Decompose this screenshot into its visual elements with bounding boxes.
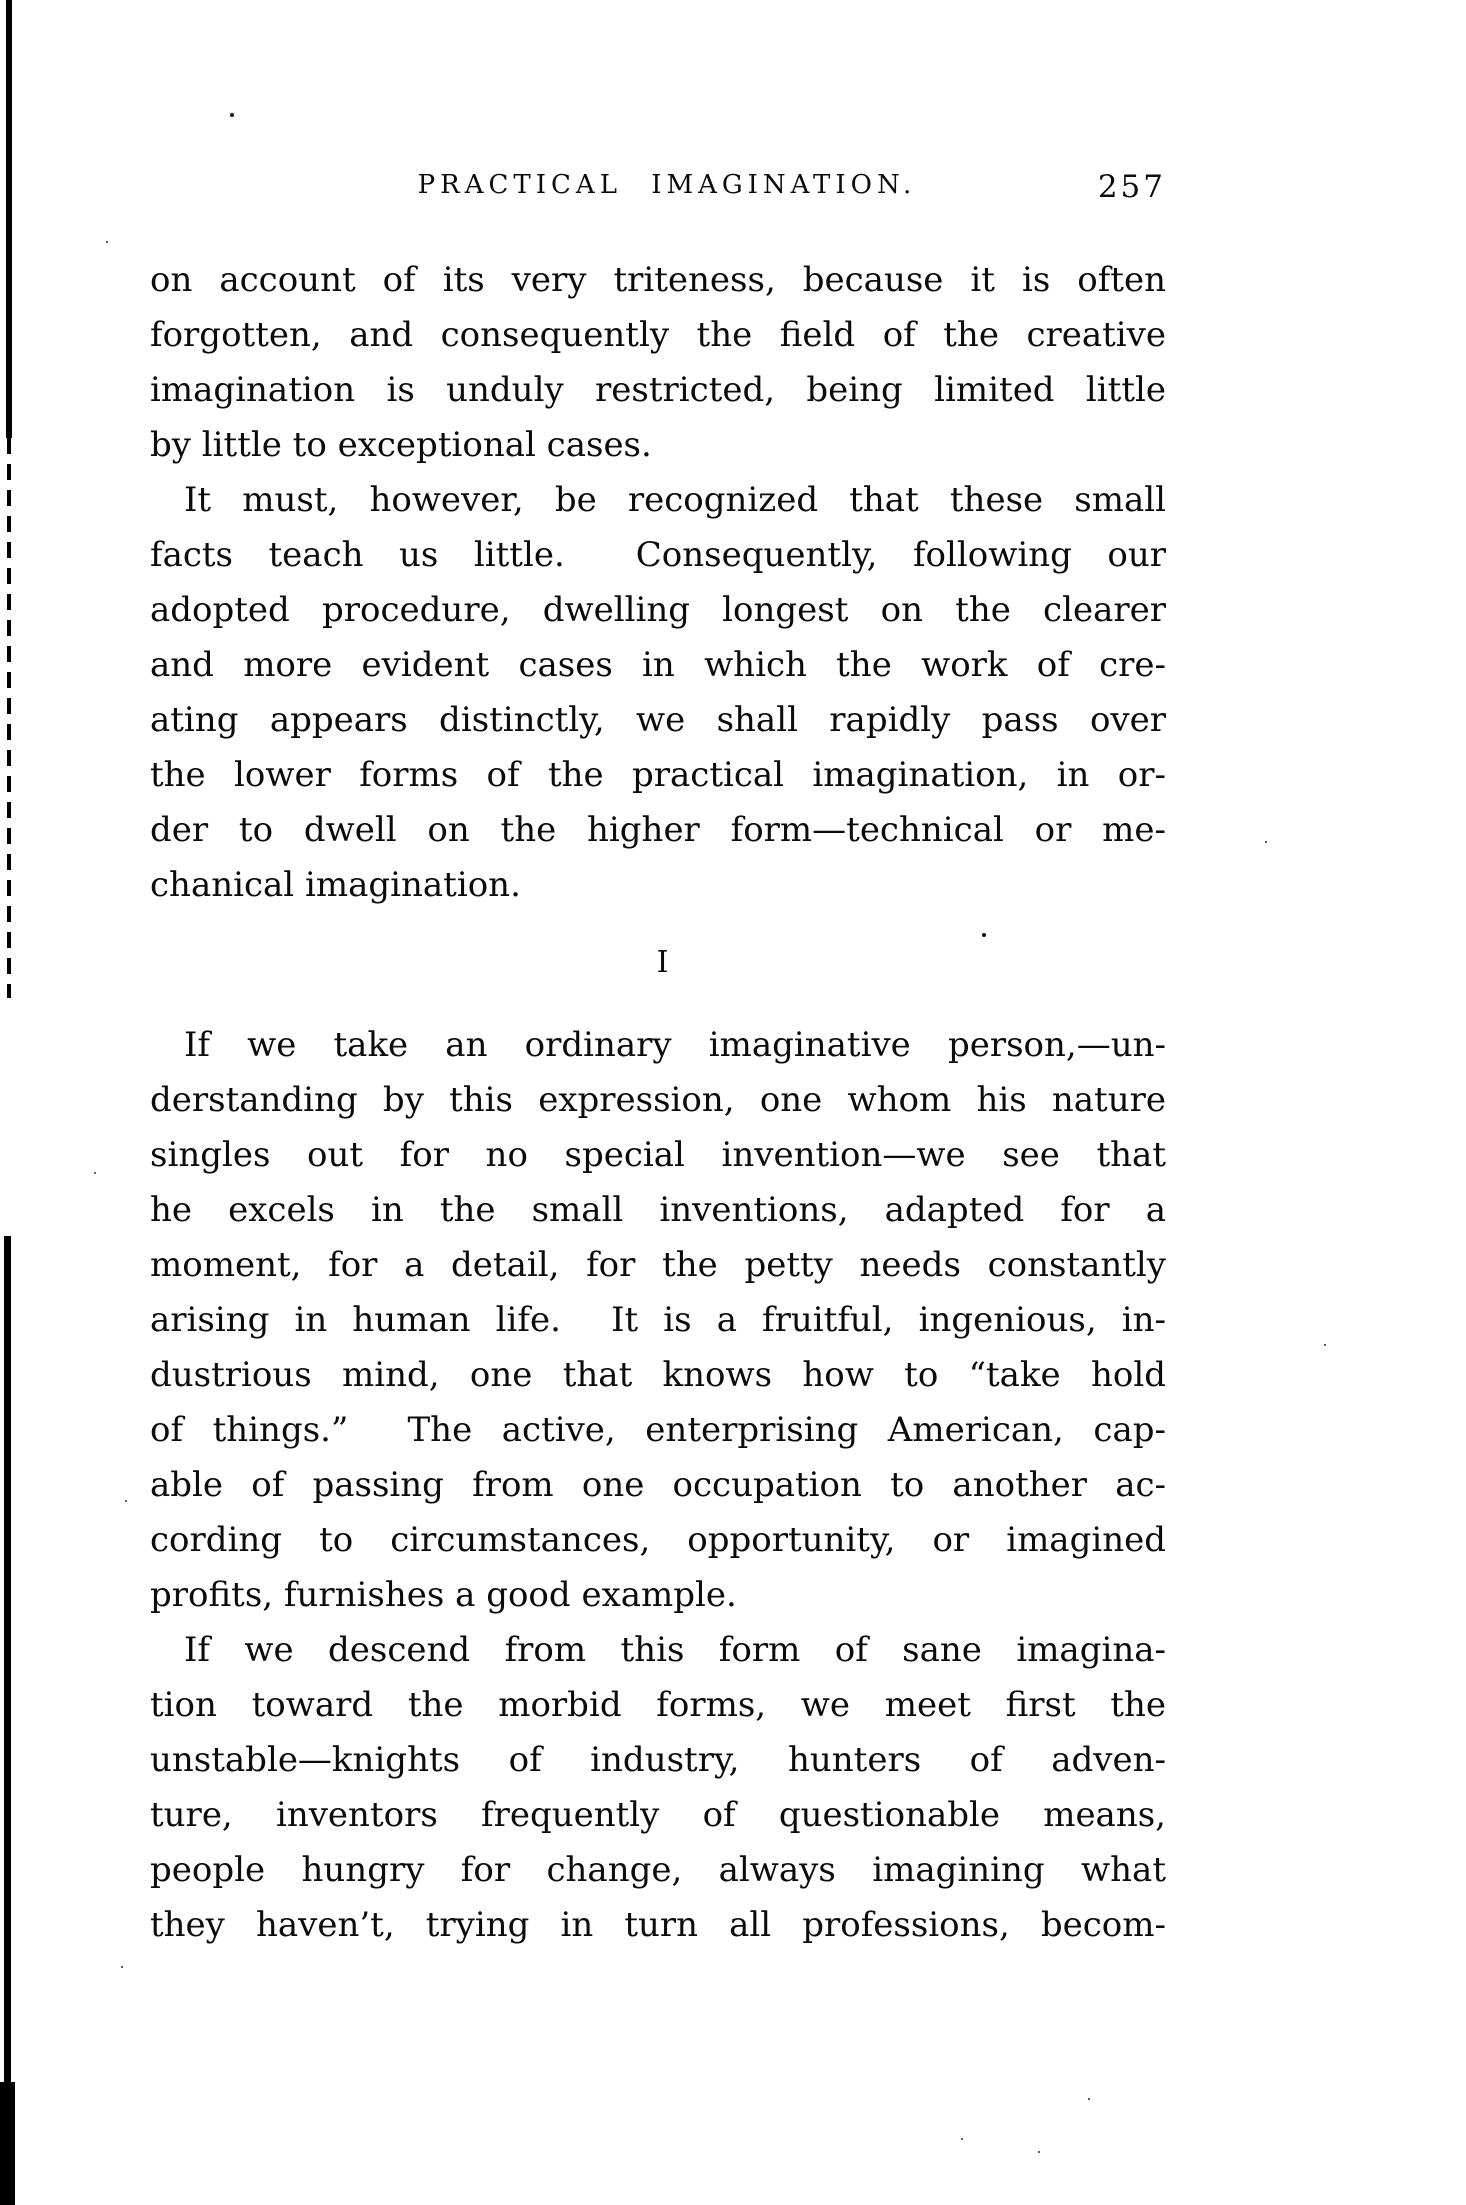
text-line: profits, furnishes a good example.: [150, 1575, 737, 1615]
page-header: [150, 160, 1166, 210]
text-line: dustrious mind, one that knows how to “take hold: [150, 1355, 1166, 1395]
text-line: forgotten, and consequently the field of the creative: [150, 315, 1166, 355]
text-line: chanical imagination.: [150, 865, 521, 905]
running-header: PRACTICAL IMAGINATION.: [417, 170, 917, 200]
text-line: ating appears distinctly, we shall rapidly pass over: [150, 700, 1166, 740]
text-line: by little to exceptional cases.: [150, 425, 652, 465]
paragraph: [150, 253, 1166, 473]
text-line: If we descend from this form of sane imagina-: [184, 1630, 1166, 1670]
text-line: moment, for a detail, for the petty needs constantly: [150, 1245, 1166, 1285]
scan-edge-artifact: [0, 2082, 15, 2205]
text-line: facts teach us little. Consequently, following our: [150, 535, 1166, 575]
paragraph: [150, 1623, 1166, 1953]
text-line: and more evident cases in which the work of cre-: [150, 645, 1166, 685]
text-line: derstanding by this expression, one whom his nature: [150, 1080, 1166, 1120]
text-line: of things.” The active, enterprising American, cap-: [150, 1410, 1166, 1450]
text-line: If we take an ordinary imaginative person,—un-: [184, 1025, 1166, 1065]
text-line: cording to circumstances, opportunity, or imagined: [150, 1520, 1166, 1560]
text-line: they haven’t, trying in turn all professions, becom-: [150, 1905, 1166, 1945]
page-number: 257: [1097, 169, 1166, 205]
text-line: on account of its very triteness, because it is often: [150, 260, 1166, 300]
scan-edge-artifact: [7, 438, 11, 998]
text-line: adopted procedure, dwelling longest on the clearer: [150, 590, 1166, 630]
text-line: unstable—knights of industry, hunters of adven-: [150, 1740, 1166, 1780]
paragraph: [150, 473, 1166, 913]
scan-edge-artifact: [6, 0, 12, 438]
page-body: [150, 253, 1166, 1953]
text-line: the lower forms of the practical imagination, in or-: [150, 755, 1166, 795]
scan-edge-artifact: [4, 1236, 11, 2205]
text-line: he excels in the small inventions, adapted for a: [150, 1190, 1166, 1230]
text-line: imagination is unduly restricted, being limited little: [150, 370, 1166, 410]
page-content: [150, 160, 1166, 1953]
text-line: It must, however, be recognized that these small: [184, 480, 1166, 520]
scan-speck: [230, 113, 234, 117]
text-line: tion toward the morbid forms, we meet first the: [150, 1685, 1166, 1725]
text-line: able of passing from one occupation to another ac-: [150, 1465, 1166, 1505]
section-heading: I: [656, 945, 670, 980]
paragraph: [150, 1018, 1166, 1623]
text-line: ture, inventors frequently of questionable means,: [150, 1795, 1166, 1835]
text-line: der to dwell on the higher form—technical or me-: [150, 810, 1166, 850]
text-line: singles out for no special invention—we see that: [150, 1135, 1166, 1175]
text-line: arising in human life. It is a fruitful, ingenious, in-: [150, 1300, 1166, 1340]
text-line: people hungry for change, always imagining what: [150, 1850, 1166, 1890]
